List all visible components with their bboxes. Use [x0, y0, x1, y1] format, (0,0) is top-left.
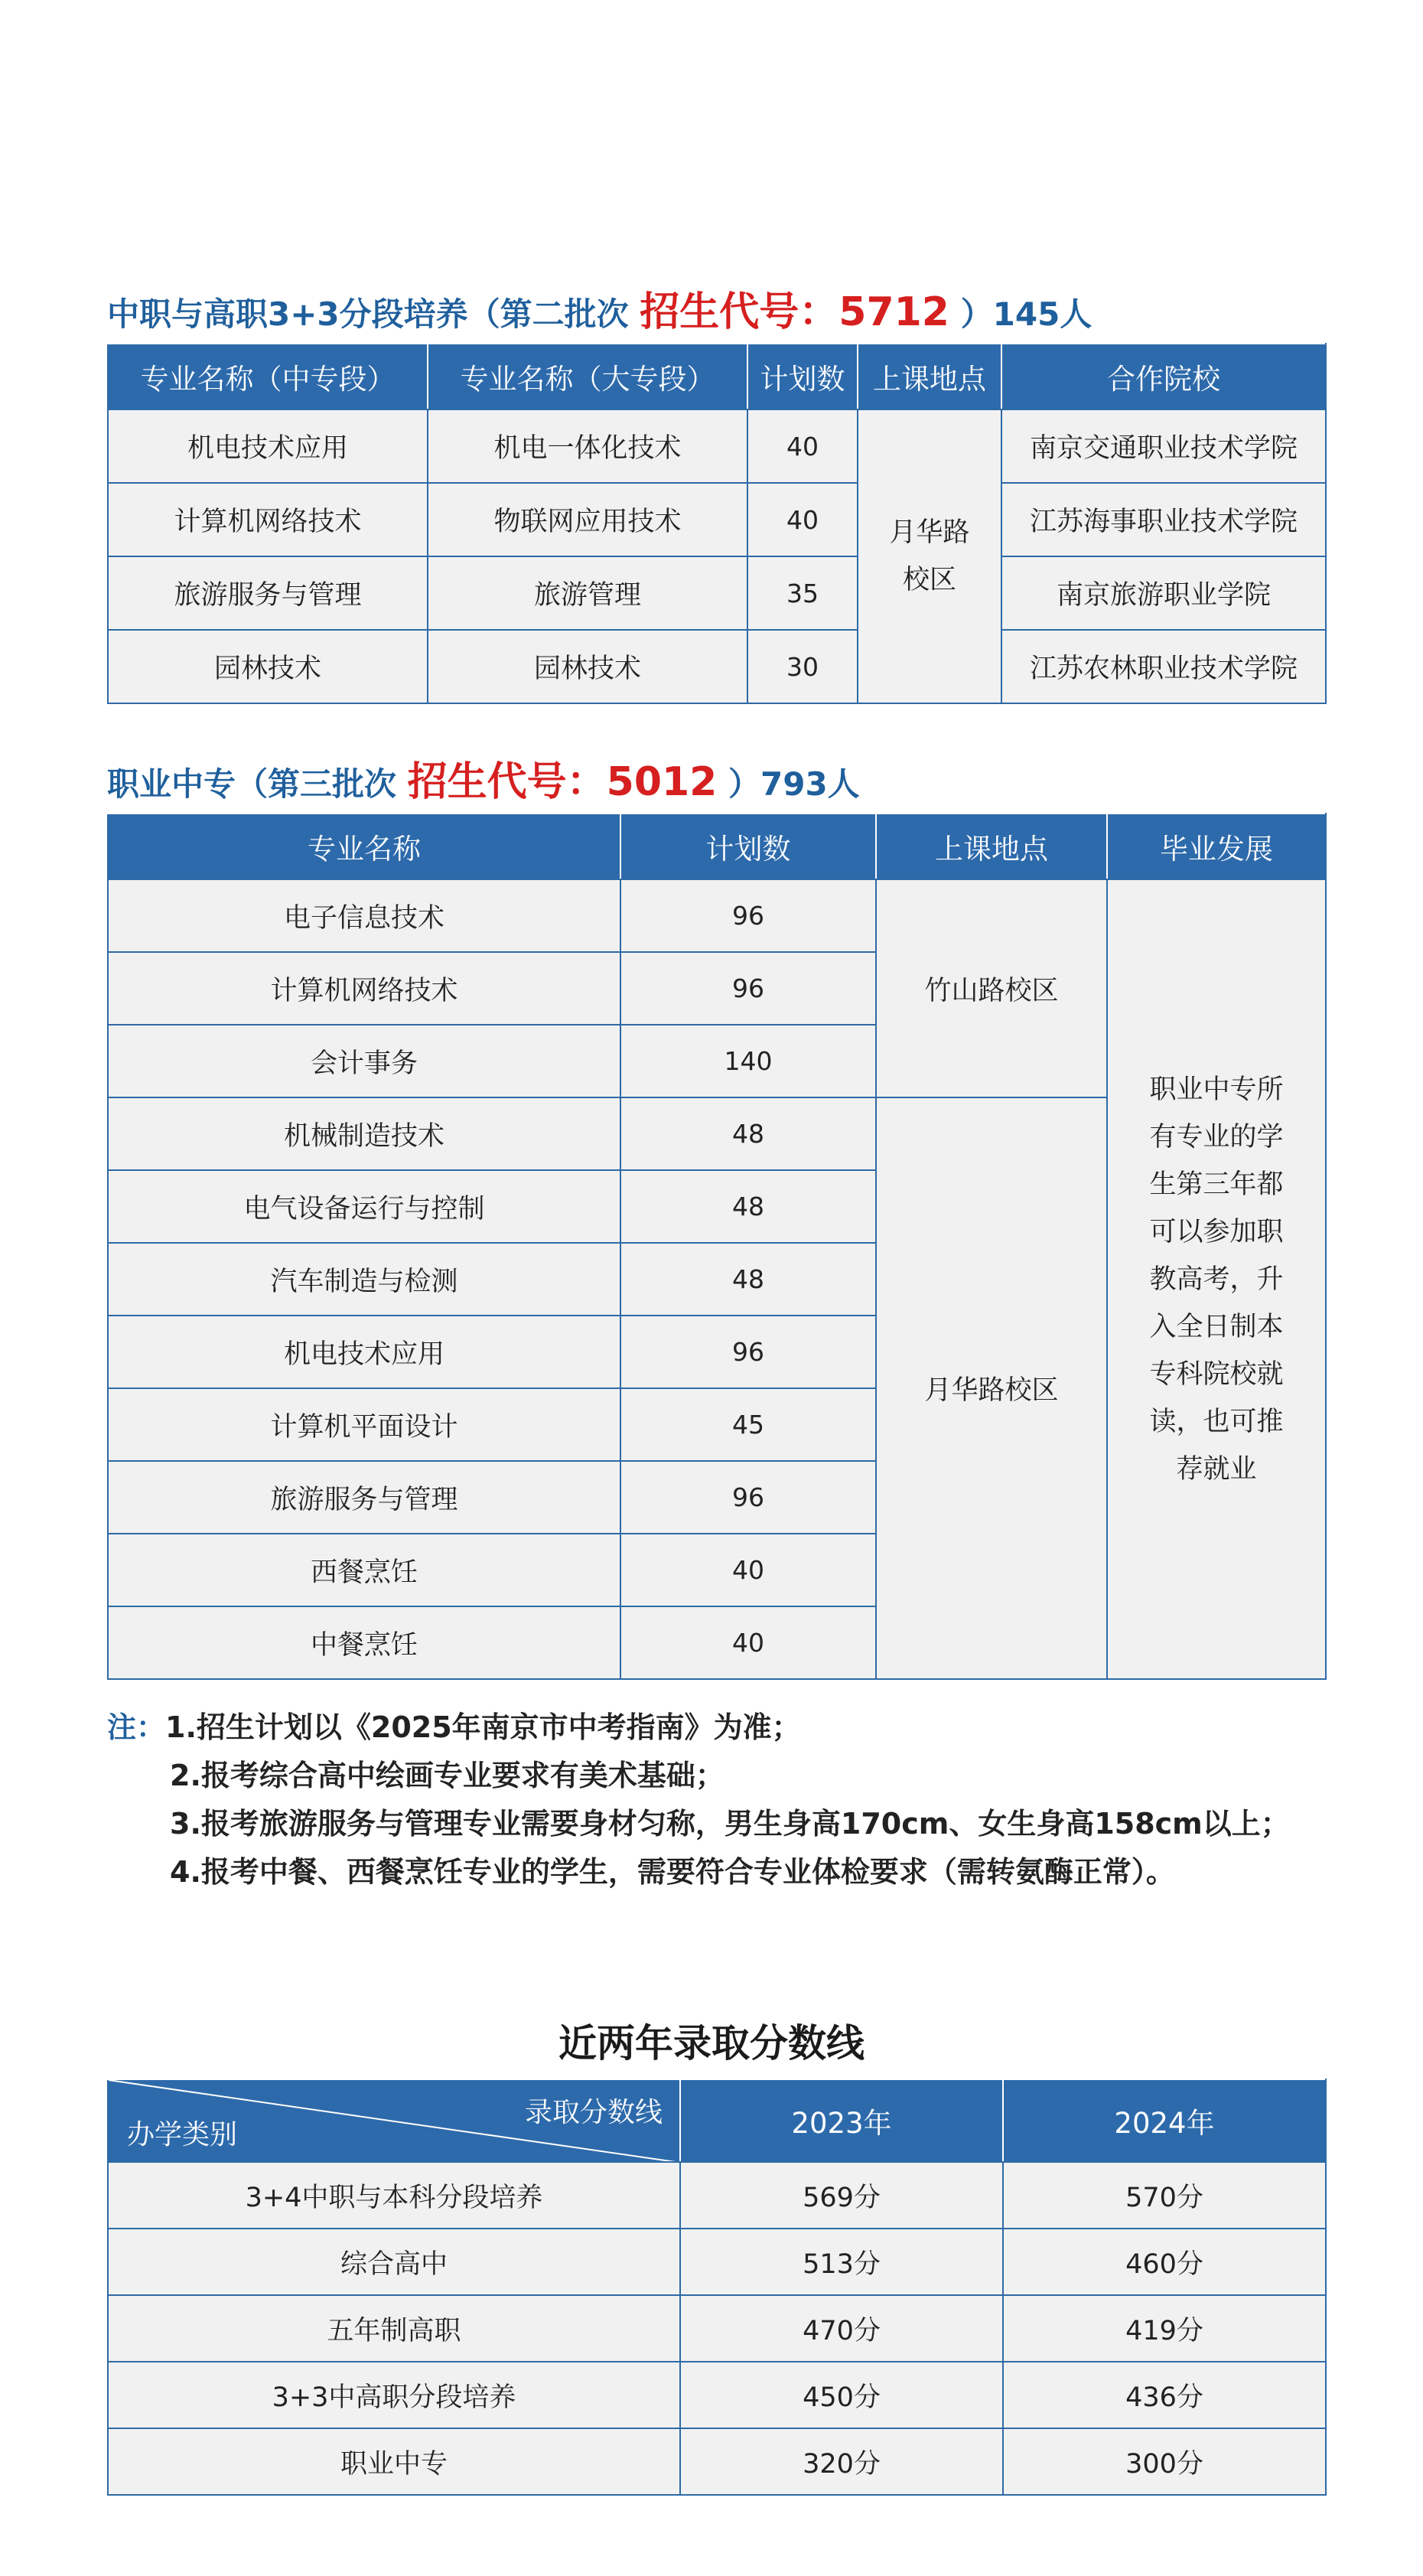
diagonal-header: [108, 2079, 680, 2162]
table-row: [108, 409, 1326, 483]
section1-table: [107, 343, 1327, 704]
notes-label: 注：: [107, 1710, 166, 1744]
college-major-cell: 旅游管理: [428, 556, 747, 630]
note-line: [107, 1704, 1290, 1752]
header-location: 上课地点: [876, 814, 1107, 879]
section2-title-prefix: 职业中专（第三批次: [107, 765, 397, 803]
plan-cell: 35: [747, 556, 858, 630]
partner-school-cell: 南京旅游职业学院: [1001, 556, 1326, 630]
location-line: 月华路: [889, 517, 970, 548]
header-major: 专业名称: [108, 814, 620, 879]
plan-cell: 40: [747, 483, 858, 556]
plan-cell: 96: [620, 1461, 876, 1534]
table-row: [108, 879, 1326, 952]
score-2024-cell: 570分: [1003, 2162, 1326, 2229]
plan-cell: 40: [747, 409, 858, 483]
plan-cell: 48: [620, 1243, 876, 1316]
table-row: [108, 630, 1326, 703]
header-year-2024: 2024年: [1003, 2079, 1326, 2162]
plan-cell: 96: [620, 1316, 876, 1388]
category-cell: 五年制高职: [108, 2295, 680, 2362]
major-cell: 汽车制造与检测: [108, 1243, 620, 1316]
mid-major-cell: 旅游服务与管理: [108, 556, 428, 630]
development-line: 读，也可推: [1149, 1406, 1284, 1437]
category-cell: 3+4中职与本科分段培养: [108, 2162, 680, 2229]
section1-enrollment-code: 招生代号：5712: [640, 289, 949, 335]
development-line: 生第三年都: [1149, 1169, 1284, 1200]
score-section-title: 近两年录取分数线: [558, 2021, 865, 2066]
notes-block: [107, 1704, 1290, 1896]
development-line: 职业中专所: [1149, 1074, 1284, 1105]
note-item: 4.报考中餐、西餐烹饪专业的学生，需要符合专业体检要求（需转氨酶正常）。: [170, 1855, 1175, 1889]
major-cell: 计算机网络技术: [108, 952, 620, 1025]
college-major-cell: 园林技术: [428, 630, 747, 703]
note-item: 2.报考综合高中绘画专业要求有美术基础；: [170, 1759, 725, 1792]
mid-major-cell: 园林技术: [108, 630, 428, 703]
score-2024-cell: 460分: [1003, 2229, 1326, 2295]
header-plan: 计划数: [747, 344, 858, 409]
score-2023-cell: 513分: [680, 2229, 1003, 2295]
section2-title-suffix: ）793人: [728, 765, 860, 803]
table-row: [108, 556, 1326, 630]
plan-cell: 40: [620, 1606, 876, 1679]
section2-heading: [107, 759, 860, 805]
note-item: 3.报考旅游服务与管理专业需要身材匀称，男生身高170cm、女生身高158cm以上；: [170, 1807, 1290, 1841]
table-row: [108, 2295, 1326, 2362]
partner-school-cell: 南京交通职业技术学院: [1001, 409, 1326, 483]
score-table: [107, 2079, 1327, 2496]
table-header-row: [108, 344, 1326, 409]
development-cell: [1107, 879, 1326, 1679]
mid-major-cell: 计算机网络技术: [108, 483, 428, 556]
score-2024-cell: 419分: [1003, 2295, 1326, 2362]
plan-cell: 96: [620, 952, 876, 1025]
plan-cell: 48: [620, 1097, 876, 1170]
header-partner-school: 合作院校: [1001, 344, 1326, 409]
category-cell: 3+3中高职分段培养: [108, 2362, 680, 2428]
plan-cell: 140: [620, 1025, 876, 1097]
section1-heading: [107, 289, 1092, 335]
major-cell: 会计事务: [108, 1025, 620, 1097]
location-cell: 月华路校区: [876, 1097, 1107, 1679]
header-mid-major: 专业名称（中专段）: [108, 344, 428, 409]
plan-cell: 48: [620, 1170, 876, 1243]
table-row: [108, 2362, 1326, 2428]
score-2024-cell: 436分: [1003, 2362, 1326, 2428]
score-2023-cell: 320分: [680, 2428, 1003, 2495]
table-row: [108, 2428, 1326, 2495]
section2-table: [107, 813, 1327, 1680]
development-line: 可以参加职: [1149, 1216, 1284, 1247]
location-cell: [858, 409, 1001, 703]
major-cell: 计算机平面设计: [108, 1388, 620, 1461]
category-label: 办学类别: [127, 2119, 238, 2150]
note-item: 1.招生计划以《2025年南京市中考指南》为准；: [165, 1710, 801, 1744]
development-line: 荐就业: [1176, 1453, 1257, 1485]
major-cell: 西餐烹饪: [108, 1534, 620, 1606]
location-cell: 竹山路校区: [876, 879, 1107, 1097]
category-cell: 综合高中: [108, 2229, 680, 2295]
major-cell: 旅游服务与管理: [108, 1461, 620, 1534]
header-location: 上课地点: [858, 344, 1001, 409]
header-college-major: 专业名称（大专段）: [428, 344, 747, 409]
plan-cell: 96: [620, 879, 876, 952]
score-2023-cell: 450分: [680, 2362, 1003, 2428]
table-row: [108, 2162, 1326, 2229]
development-line: 有专业的学: [1149, 1121, 1284, 1153]
category-cell: 职业中专: [108, 2428, 680, 2495]
plan-cell: 30: [747, 630, 858, 703]
table-row: [108, 2229, 1326, 2295]
plan-cell: 45: [620, 1388, 876, 1461]
table-row: [108, 483, 1326, 556]
college-major-cell: 物联网应用技术: [428, 483, 747, 556]
major-cell: 机械制造技术: [108, 1097, 620, 1170]
score-2024-cell: 300分: [1003, 2428, 1326, 2495]
partner-school-cell: 江苏农林职业技术学院: [1001, 630, 1326, 703]
table-header-row: [108, 2079, 1326, 2162]
section2-enrollment-code: 招生代号：5012: [407, 759, 718, 805]
header-year-2023: 2023年: [680, 2079, 1003, 2162]
major-cell: 电子信息技术: [108, 879, 620, 952]
major-cell: 机电技术应用: [108, 1316, 620, 1388]
location-line: 校区: [902, 565, 956, 595]
college-major-cell: 机电一体化技术: [428, 409, 747, 483]
section1-title-suffix: ）145人: [960, 295, 1092, 333]
major-cell: 电气设备运行与控制: [108, 1170, 620, 1243]
development-line: 专科院校就: [1149, 1358, 1284, 1390]
development-line: 教高考，升: [1149, 1264, 1284, 1295]
development-line: 入全日制本: [1149, 1311, 1284, 1342]
section1-title-prefix: 中职与高职3+3分段培养（第二批次: [107, 295, 629, 333]
header-plan: 计划数: [620, 814, 876, 879]
score-2023-cell: 569分: [680, 2162, 1003, 2229]
partner-school-cell: 江苏海事职业技术学院: [1001, 483, 1326, 556]
mid-major-cell: 机电技术应用: [108, 409, 428, 483]
major-cell: 中餐烹饪: [108, 1606, 620, 1679]
plan-cell: 40: [620, 1534, 876, 1606]
table-header-row: [108, 814, 1326, 879]
score-line-label: 录取分数线: [524, 2097, 663, 2128]
score-2023-cell: 470分: [680, 2295, 1003, 2362]
header-development: 毕业发展: [1107, 814, 1326, 879]
